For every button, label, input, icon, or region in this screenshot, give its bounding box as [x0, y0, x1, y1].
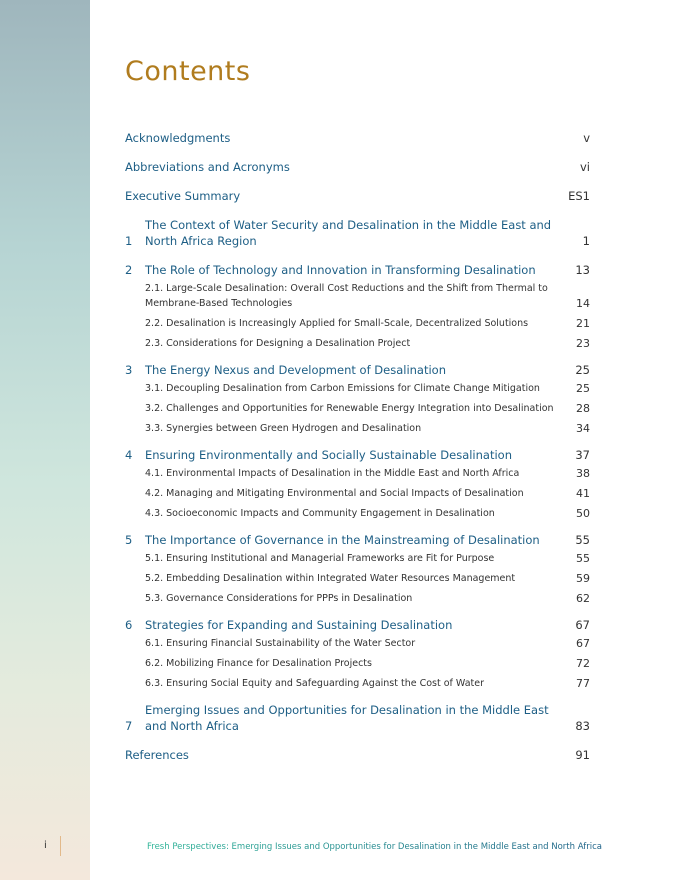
toc-entry-page: 13 [575, 263, 590, 277]
toc-subsection-label: 5.3. Governance Considerations for PPPs in Desalination [145, 593, 413, 604]
toc-entry-page: 91 [575, 748, 590, 762]
toc-subsection-label: 3.3. Synergies between Green Hydrogen and Desalination [145, 423, 422, 434]
toc-subsection-label: 2.1. Large-Scale Desalination: Overall Cost Reductions and the Shift from Thermal to Membrane-Based Technologies [145, 283, 548, 309]
toc-subsection-entry[interactable] [145, 636, 590, 651]
toc-entry-label: Emerging Issues and Opportunities for Desalination in the Middle East and North Africa [145, 703, 549, 733]
toc-subsection-page: 72 [576, 657, 590, 670]
toc-entry[interactable] [125, 747, 590, 763]
toc-chapter-entry[interactable] [125, 702, 590, 734]
toc-entry-label: Executive Summary [125, 189, 241, 203]
toc-subsection-entry[interactable] [145, 571, 590, 586]
toc-subsection-page: 62 [576, 592, 590, 605]
chapter-number: 4 [125, 448, 133, 462]
toc-subsection-entry[interactable] [145, 401, 590, 416]
chapter-number: 7 [125, 719, 133, 733]
toc-chapter-entry[interactable] [125, 447, 590, 463]
running-footer [147, 842, 602, 852]
toc-entry-page: 55 [575, 533, 590, 547]
toc-chapter-entry[interactable] [125, 532, 590, 548]
toc-entry-page: v [583, 131, 590, 145]
toc-subsection-entry[interactable] [145, 316, 590, 331]
page-number-divider [60, 836, 61, 856]
toc-entry-label: The Energy Nexus and Development of Desalination [145, 363, 447, 377]
toc-subsection-label: 6.2. Mobilizing Finance for Desalination Projects [145, 658, 372, 669]
toc-entry-label: The Role of Technology and Innovation in Transforming Desalination [145, 263, 536, 277]
table-of-contents [125, 130, 590, 776]
toc-entry-label: Ensuring Environmentally and Socially Sustainable Desalination [145, 448, 512, 462]
toc-subsection-page: 55 [576, 552, 590, 565]
toc-subsection-list [145, 551, 590, 606]
toc-subsection-list [145, 466, 590, 521]
toc-subsection-page: 50 [576, 507, 590, 520]
toc-subsection-page: 34 [576, 422, 590, 435]
toc-entry-page: 37 [575, 448, 590, 462]
page-number: i [44, 840, 47, 851]
toc-entry-page: vi [579, 160, 590, 174]
toc-subsection-page: 25 [576, 382, 590, 395]
toc-entry-label: The Context of Water Security and Desalination in the Middle East and North Africa Region [145, 218, 552, 248]
toc-subsection-page: 77 [576, 677, 590, 690]
page-title: Contents [125, 56, 251, 87]
sidebar-gradient [0, 0, 90, 880]
toc-subsection-label: 2.2. Desalination is Increasingly Applied for Small-Scale, Decentralized Solutions [145, 318, 529, 329]
toc-subsection-page: 67 [576, 637, 590, 650]
chapter-number: 2 [125, 263, 133, 277]
toc-subsection-list [145, 281, 590, 351]
toc-subsection-label: 4.3. Socioeconomic Impacts and Community Engagement in Desalination [145, 508, 495, 519]
chapter-number: 5 [125, 533, 133, 547]
toc-subsection-entry[interactable] [145, 506, 590, 521]
chapter-number: 6 [125, 618, 133, 632]
toc-chapter-entry[interactable] [125, 262, 590, 278]
toc-subsection-entry[interactable] [145, 466, 590, 481]
toc-subsection-label: 4.2. Managing and Mitigating Environmental and Social Impacts of Desalination [145, 488, 524, 499]
toc-subsection-page: 28 [576, 402, 590, 415]
toc-subsection-page: 23 [576, 337, 590, 350]
toc-subsection-entry[interactable] [145, 676, 590, 691]
toc-entry[interactable] [125, 188, 590, 204]
toc-entry-page: 83 [575, 719, 590, 733]
toc-subsection-list [145, 636, 590, 691]
toc-chapter-entry[interactable] [125, 217, 590, 249]
toc-subsection-entry[interactable] [145, 336, 590, 351]
toc-subsection-list [145, 381, 590, 436]
toc-chapter-entry[interactable] [125, 362, 590, 378]
toc-subsection-page: 59 [576, 572, 590, 585]
toc-subsection-label: 6.1. Ensuring Financial Sustainability of the Water Sector [145, 638, 416, 649]
toc-subsection-entry[interactable] [145, 281, 590, 311]
toc-subsection-label: 6.3. Ensuring Social Equity and Safeguarding Against the Cost of Water [145, 678, 485, 689]
toc-entry-label: References [125, 748, 189, 762]
toc-subsection-entry[interactable] [145, 656, 590, 671]
toc-entry[interactable] [125, 130, 590, 146]
toc-subsection-label: 3.1. Decoupling Desalination from Carbon Emissions for Climate Change Mitigation [145, 383, 540, 394]
toc-chapter-entry[interactable] [125, 617, 590, 633]
toc-subsection-entry[interactable] [145, 421, 590, 436]
toc-subsection-page: 21 [576, 317, 590, 330]
toc-entry-label: Abbreviations and Acronyms [125, 160, 290, 174]
toc-subsection-page: 38 [576, 467, 590, 480]
toc-entry-label: Acknowledgments [125, 131, 231, 145]
toc-entry-page: ES1 [568, 189, 590, 203]
footer-text: Fresh Perspectives: Emerging Issues and Opportunities for Desalination in the Middle East and North Africa [147, 842, 602, 852]
chapter-number: 1 [125, 234, 133, 248]
toc-entry-page: 67 [575, 618, 590, 632]
toc-subsection-label: 3.2. Challenges and Opportunities for Renewable Energy Integration into Desalination [145, 403, 554, 414]
toc-subsection-entry[interactable] [145, 591, 590, 606]
toc-subsection-entry[interactable] [145, 381, 590, 396]
chapter-number: 3 [125, 363, 133, 377]
toc-entry-label: The Importance of Governance in the Mainstreaming of Desalination [145, 533, 540, 547]
toc-subsection-label: 4.1. Environmental Impacts of Desalination in the Middle East and North Africa [145, 468, 520, 479]
toc-subsection-label: 5.2. Embedding Desalination within Integrated Water Resources Management [145, 573, 516, 584]
toc-entry[interactable] [125, 159, 590, 175]
toc-entry-page: 25 [575, 363, 590, 377]
toc-entry-page: 1 [582, 234, 590, 248]
toc-entry-label: Strategies for Expanding and Sustaining Desalination [145, 618, 453, 632]
toc-subsection-label: 2.3. Considerations for Designing a Desalination Project [145, 338, 411, 349]
toc-subsection-entry[interactable] [145, 486, 590, 501]
toc-subsection-page: 14 [576, 297, 590, 310]
toc-subsection-page: 41 [576, 487, 590, 500]
toc-subsection-label: 5.1. Ensuring Institutional and Managerial Frameworks are Fit for Purpose [145, 553, 495, 564]
toc-subsection-entry[interactable] [145, 551, 590, 566]
